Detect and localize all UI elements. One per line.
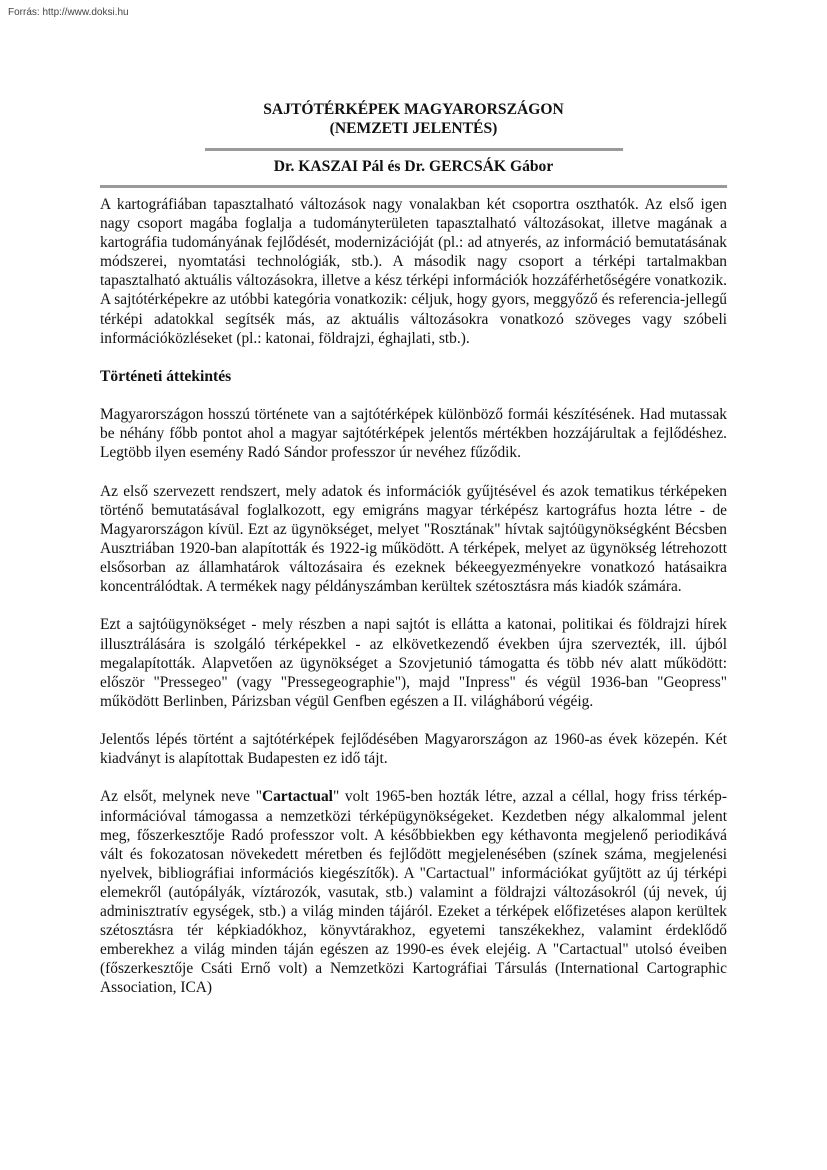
paragraph-4: Jelentős lépés történt a sajtótérképek fejlődésében Magyarországon az 1960-as évek közepén. Két kiadványt is alapítottak Budapesten ez idő tájt. [100, 731, 727, 768]
paragraph-2: Az első szervezett rendszert, mely adatok és információk gyűjtésével és azok tematikus térképeken történő bemutatásával foglalkozott, egy emigráns magyar térképész kartográfus hozta létre - de Magyarországon kívül. Ezt az ügynökséget, melyet "Rosztának" hívtak sajtóügynökségként Bécsben Ausztriában 1920-ban alapították és 1922-ig működött. A térképek, melyet az ügynökség létrehozott elsősorban az államhatárok változásaira és ezeknek békeegyezményekre vonatkozó hatásaikra koncentrálódtak. A termékek nagy példányszámban kerültek szétosztásra más kiadók számára. [100, 482, 727, 596]
document-subtitle: (NEMZETI JELENTÉS) [329, 120, 498, 137]
intro-paragraph: A kartográfiában tapasztalható változások nagy vonalakban két csoportra oszthatók. Az első igen nagy csoport magába foglalja a tudományterületen tapasztalható változásokat, illetve magának a kartográfia tudományának fejlődését, modernizációját (pl.: ad atnyerés, az információ bemutatásának módszerei, nyomtatási technológiák, stb.). A második nagy csoport a térképi tartalmakban tapasztalható aktuális változásokra, illetve a kész térképi információk hozzáférhetőségére vonatkozik. A sajtótérképekre az utóbbi kategória vonatkozik: céljuk, hogy gyors, meggyőző és referencia-jellegű térképi adatokkal segítsék más, az aktuális változásokra vonatkozó szöveges vagy szóbeli információközléseket (pl.: katonai, földrajzi, éghajlati, stb.). [100, 196, 727, 347]
title-divider [205, 148, 623, 151]
paragraph-3: Ezt a sajtóügynökséget - mely részben a napi sajtót is ellátta a katonai, politikai és földrajzi hírek illusztrálására is szolgáló térképekkel - az elkövetkezendő években újra szervezték, ill. újból megalapították. Alapvetően az ügynökséget a Szovjetunió támogatta és több név alatt működött: először "Pressegeo" (vagy "Pressegeographie"), majd "Inpress" és végül 1936-ban "Geopress" működött Berlinben, Párizsban végül Genfben egészen a II. világháború végéig. [100, 616, 727, 710]
document-body [100, 195, 727, 998]
authors-divider [100, 185, 727, 188]
paragraph-5 [100, 787, 727, 997]
paragraph-1: Magyarországon hosszú története van a sajtótérképek különböző formái készítésének. Had mutassak be néhány főbb pontot ahol a magyar sajtótérképek jelentős mértékben hozzájárultak a fejlődéshez. Legtöbb ilyen esemény Radó Sándor professzor úr nevéhez fűződik. [100, 406, 727, 462]
paragraph-5-rest: " volt 1965-ben hozták létre, azzal a céllal, hogy friss térkép-információval támogassa a nemzetközi térképügynökségeket. Kezdetben négy alkalommal jelent meg, főszerkesztője Radó professzor volt. A későbbiekben egy kéthavonta megjelenő periodikává vált és fokozatosan növekedett méretben és fejlődött megjelenésében (színek száma, megjelenési nyelvek, bibliográfiai információs kiegészítők). A "Cartactual" információkat gyűjtött az új térképi elemekről (autópályák, víztározók, vasutak, stb.) valamint a földrajzi változásokról (új nevek, új adminisztratív egységek, stb.) a világ minden tájáról. Ezeket a térképek előfizetéses alapon kerültek szétosztásra tér képkiadókhoz, könyvtárakhoz, egyetemi tanszékekhez, valamint érdeklődő emberekhez a világ minden táján egészen az 1990-es évek elejéig. A "Cartactual" utolsó éveiben (főszerkesztője Csáti Ernő volt) a Nemzetközi Kartográfiai Társulás (International Cartographic Association, ICA) [100, 788, 727, 997]
source-url: Forrás: http://www.doksi.hu [8, 7, 129, 18]
paragraph-5-start: Az elsőt, melynek neve " [100, 788, 262, 806]
cartactual-name: Cartactual [262, 788, 333, 806]
section-heading: Történeti áttekintés [100, 367, 232, 385]
document-title: SAJTÓTÉRKÉPEK MAGYARORSZÁGON [263, 101, 564, 118]
authors: Dr. KASZAI Pál és Dr. GERCSÁK Gábor [273, 158, 554, 175]
